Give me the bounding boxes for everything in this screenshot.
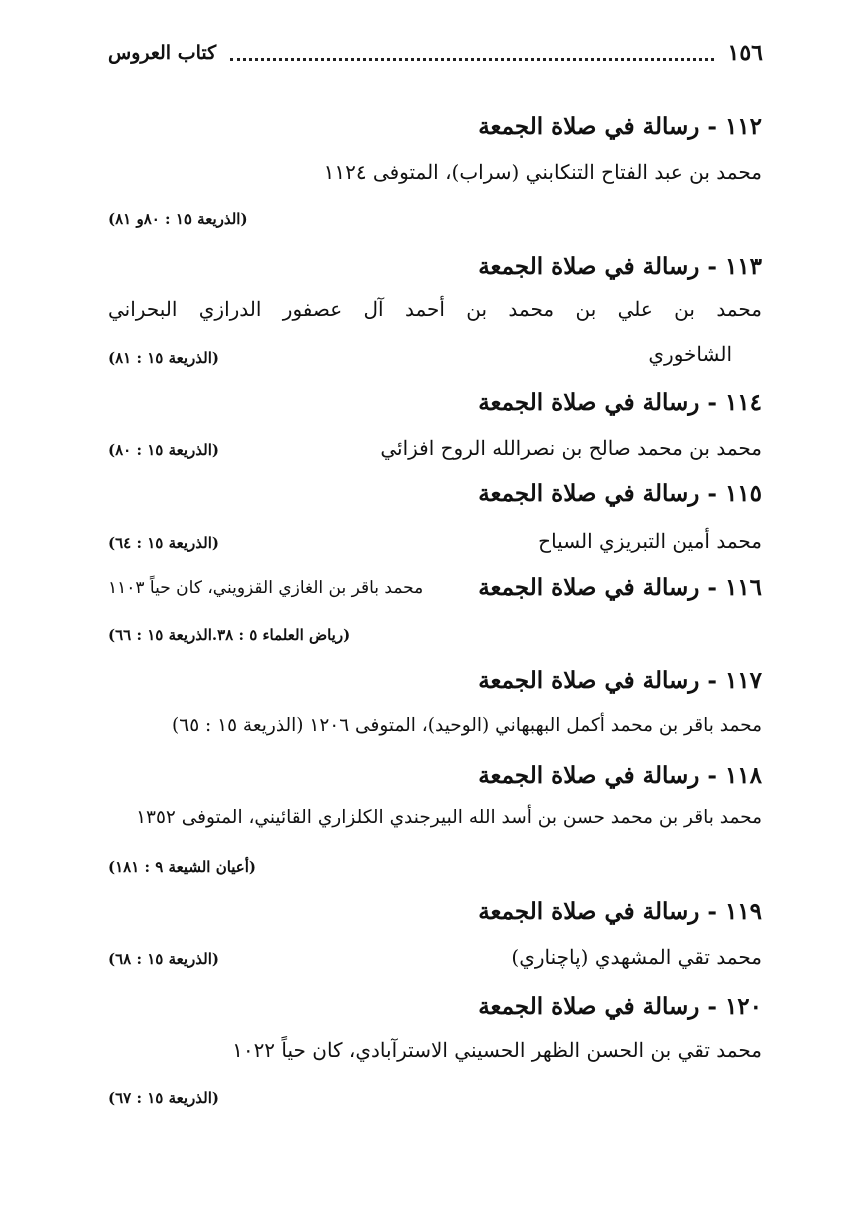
page-number: ١٥٦	[727, 40, 763, 66]
entry-reference: (الذريعة ١٥ : ٦٤)	[108, 534, 219, 552]
entry-title: ١١٥ - رسالة في صلاة الجمعة	[478, 480, 762, 507]
entry-author: محمد أمين التبريزي السياح	[538, 529, 762, 553]
entry-title: ١١٩ - رسالة في صلاة الجمعة	[478, 898, 762, 925]
entry-title: ١٢٠ - رسالة في صلاة الجمعة	[478, 993, 762, 1020]
entry-reference: (الذريعة ١٥ : ٨١)	[108, 349, 219, 367]
entry-author: محمد بن محمد صالح بن نصرالله الروح افزائي	[380, 436, 762, 460]
entry-title: ١١٤ - رسالة في صلاة الجمعة	[478, 389, 762, 416]
entry-title: ١١٧ - رسالة في صلاة الجمعة	[478, 667, 762, 694]
entry-title: ١١٢ - رسالة في صلاة الجمعة	[478, 113, 762, 140]
entry-reference: (الذريعة ١٥ : ٨٠و ٨١)	[108, 210, 248, 228]
entry-author: محمد باقر بن الغازي القزويني، كان حياً ١١٠٣	[108, 578, 424, 598]
entry-title: ١١٦ - رسالة في صلاة الجمعة	[478, 574, 762, 601]
entry-title: ١١٨ - رسالة في صلاة الجمعة	[478, 762, 762, 789]
entry-reference: (أعيان الشيعة ٩ : ١٨١)	[108, 858, 257, 876]
header-leader-dots	[230, 58, 713, 61]
entry-reference: (رياض العلماء ٥ : ٣٨.الذريعة ١٥ : ٦٦)	[108, 626, 351, 644]
entry-author: محمد تقي المشهدي (پاچناري)	[511, 945, 762, 969]
entry-author: محمد باقر بن محمد حسن بن أسد الله البيرجندي الكلزاري القائيني، المتوفى ١٣٥٢	[136, 807, 762, 828]
entry-author: محمد بن علي بن محمد بن أحمد آل عصفور الدرازي البحراني	[108, 297, 762, 321]
entry-title: ١١٣ - رسالة في صلاة الجمعة	[478, 253, 762, 280]
entry-author: محمد تقي بن الحسن الظهر الحسيني الاسترآبادي، كان حياً ١٠٢٢	[232, 1038, 762, 1062]
entry-reference: (الذريعة ١٥ : ٨٠)	[108, 441, 219, 459]
entry-author-continued: الشاخوري	[648, 342, 732, 366]
book-title: كتاب العروس	[108, 42, 217, 64]
running-header	[108, 38, 763, 68]
entry-author: محمد بن عبد الفتاح التنكابني (سراب)، المتوفى ١١٢٤	[323, 160, 762, 184]
entry-reference: (الذريعة ١٥ : ٦٧)	[108, 1089, 219, 1107]
entry-author: محمد باقر بن محمد أكمل البهبهاني (الوحيد)، المتوفى ١٢٠٦ (الذريعة ١٥ : ٦٥)	[172, 715, 762, 736]
entry-reference: (الذريعة ١٥ : ٦٨)	[108, 950, 219, 968]
